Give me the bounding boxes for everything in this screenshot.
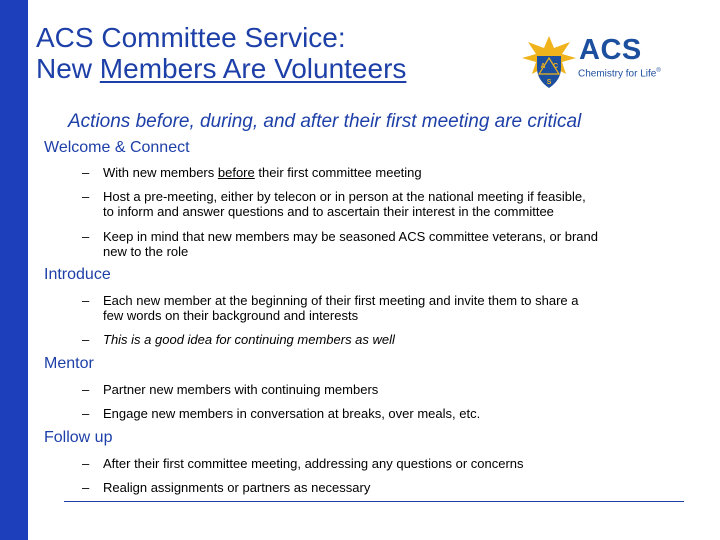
slide-subtitle: Actions before, during, and after their first meeting are critical [68, 111, 582, 132]
seal-letter-a: A [540, 63, 546, 70]
bullet-text: Partner new members with continuing members [103, 382, 379, 397]
bullet-text: Realign assignments or partners as necessary [103, 480, 371, 495]
logo-wordmark: ACS [579, 34, 642, 66]
title-line-1: ACS Committee Service: [36, 22, 346, 53]
bullet-text [103, 165, 683, 180]
logo-tagline-text: Chemistry for Life [578, 68, 657, 80]
bullet-dash: – [82, 382, 90, 397]
bullet-line: to inform and answer questions and to ascertain their interest in the committee [103, 204, 554, 219]
section-heading-welcome: Welcome & Connect [44, 139, 190, 156]
bullet-text-post: their first committee meeting [254, 165, 422, 180]
bullet-text: Engage new members in conversation at breaks, over meals, etc. [103, 406, 481, 421]
seal-letter-c: C [553, 63, 559, 70]
title-line-2-underlined: Members Are Volunteers [99, 53, 407, 84]
bullet-text-pre: With new members [103, 165, 218, 180]
bullet-text: This is a good idea for continuing members as well [103, 332, 395, 347]
bullet-dash: – [82, 293, 90, 308]
acs-seal-icon [520, 34, 578, 92]
section-heading-mentor: Mentor [44, 355, 94, 372]
bullet-dash: – [82, 229, 90, 244]
title-line-2-prefix: New [36, 53, 100, 84]
bullet-text [103, 189, 683, 219]
section-heading-introduce: Introduce [44, 266, 111, 283]
bullet-line: few words on their background and interests [103, 308, 359, 323]
bullet-text: After their first committee meeting, addressing any questions or concerns [103, 456, 524, 471]
logo-tagline [578, 68, 661, 79]
seal-letter-s: S [546, 79, 552, 86]
bullet-dash: – [82, 165, 90, 180]
section-heading-followup: Follow up [44, 429, 113, 446]
bullet-line: Keep in mind that new members may be seasoned ACS committee veterans, or brand [103, 229, 598, 244]
acs-logo [520, 34, 690, 94]
footer-divider [64, 501, 684, 502]
title-line-2 [36, 53, 506, 84]
bullet-text [103, 293, 683, 323]
bullet-text [103, 229, 683, 259]
bullet-dash: – [82, 456, 90, 471]
bullet-dash: – [82, 480, 90, 495]
left-accent-bar [0, 0, 28, 540]
bullet-line: new to the role [103, 244, 189, 259]
registered-mark: ® [656, 68, 661, 74]
bullet-dash: – [82, 189, 90, 204]
slide-title [36, 22, 506, 84]
bullet-line: Each new member at the beginning of their first meeting and invite them to share a [103, 293, 579, 308]
bullet-dash: – [82, 332, 90, 347]
bullet-dash: – [82, 406, 90, 421]
bullet-text-underlined: before [217, 165, 255, 180]
bullet-line: Host a pre-meeting, either by telecon or in person at the national meeting if feasible, [103, 189, 586, 204]
